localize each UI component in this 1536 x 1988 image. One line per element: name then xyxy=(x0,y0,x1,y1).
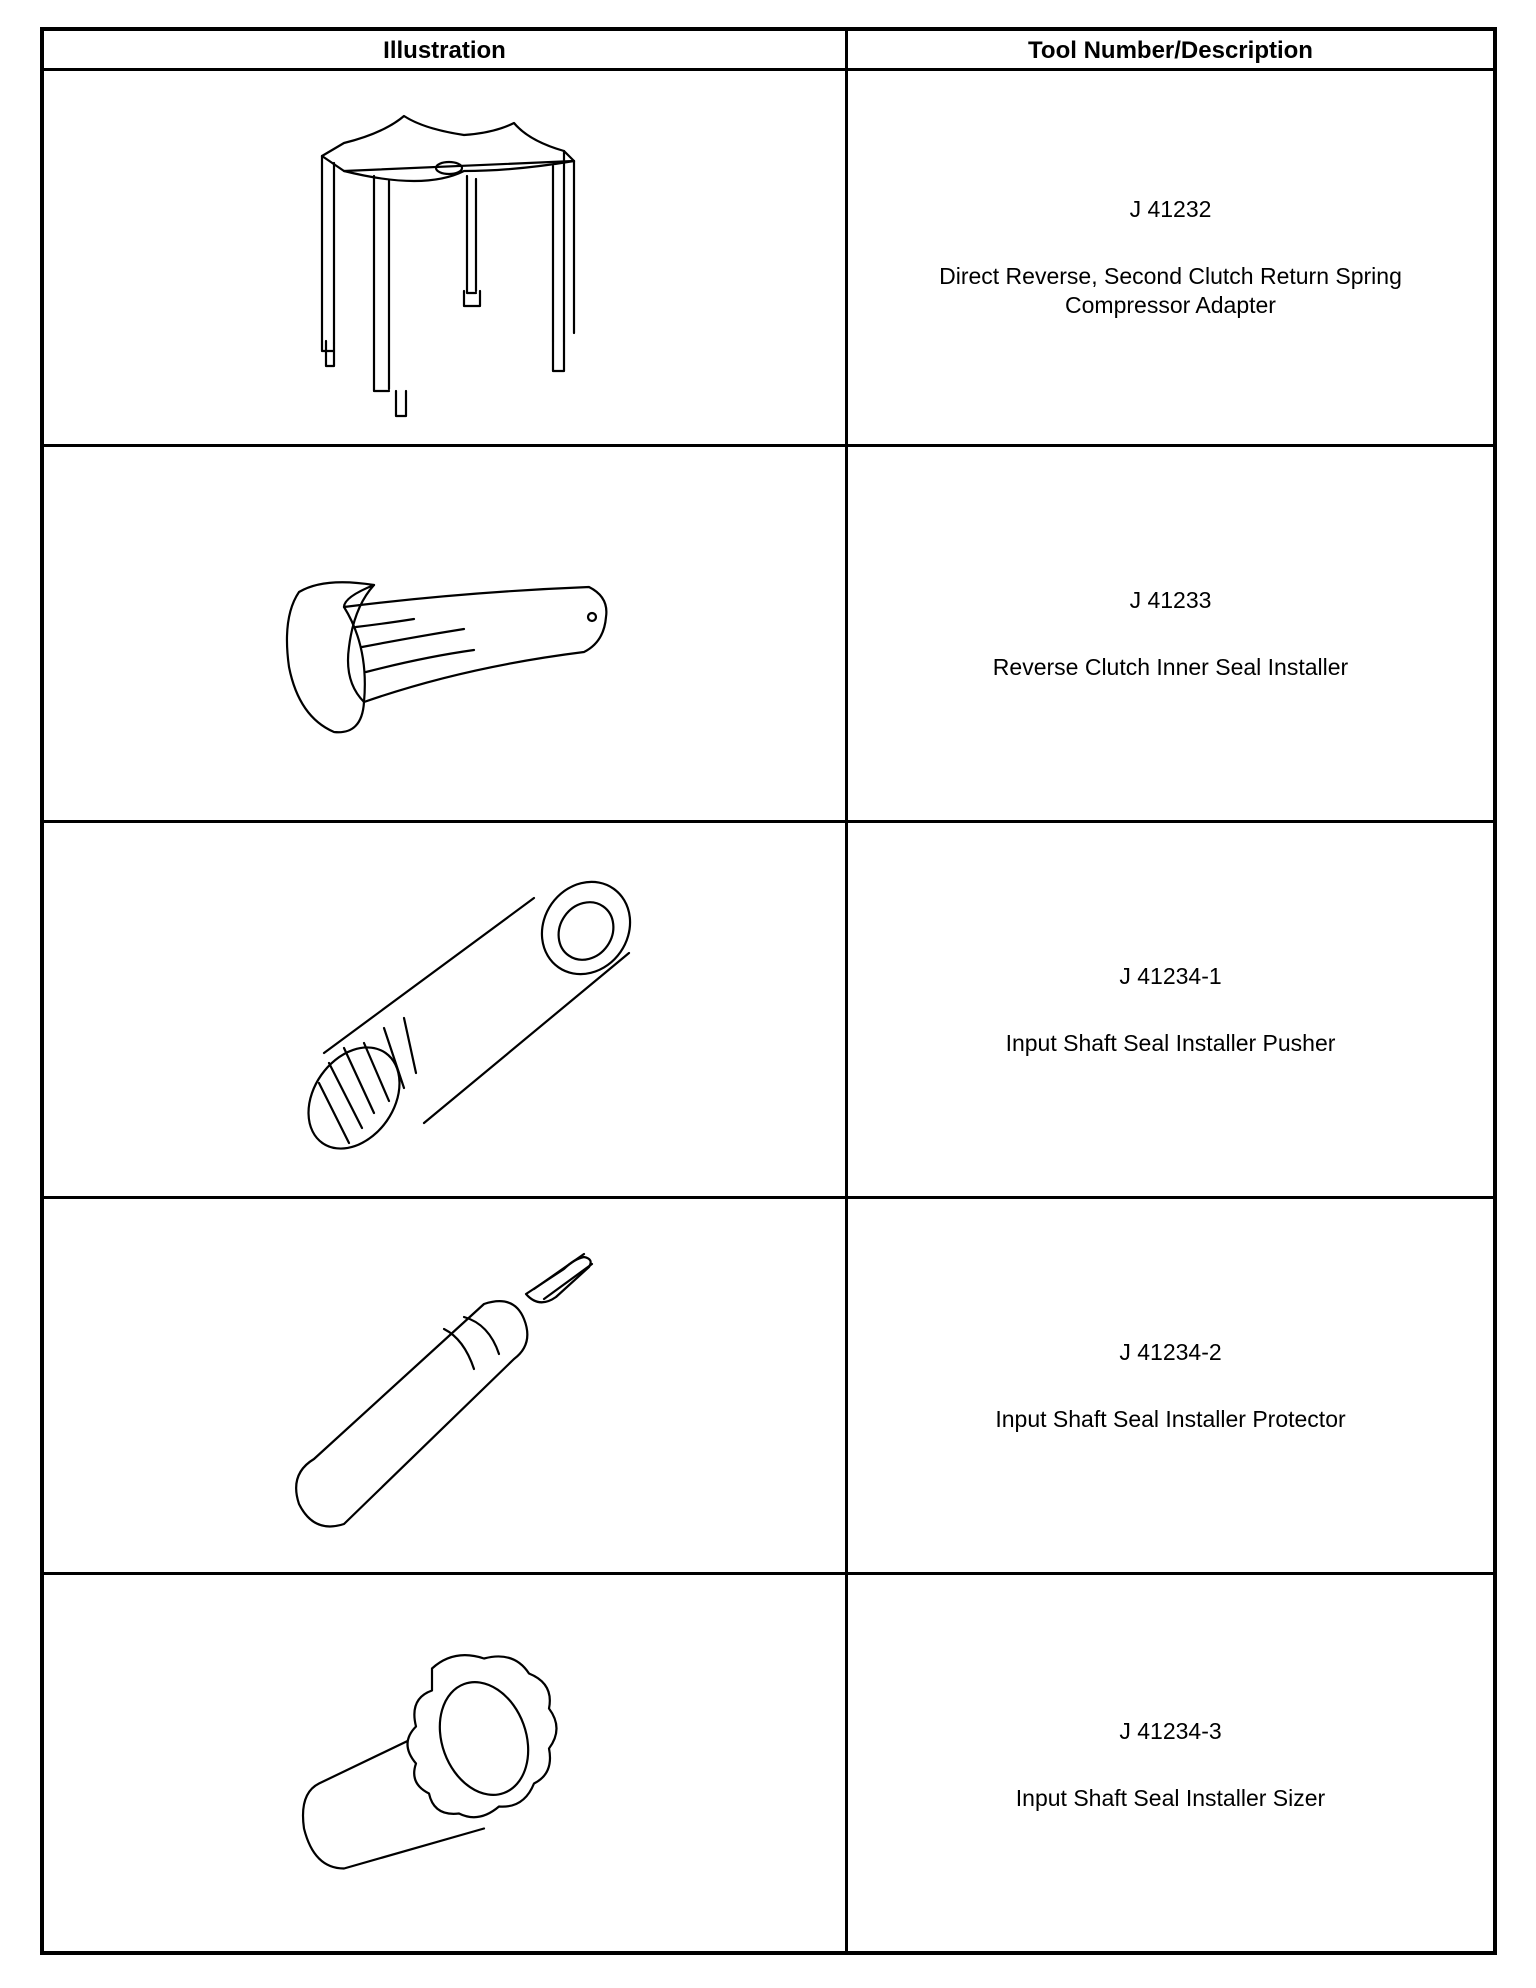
tool-description: Input Shaft Seal Installer Pusher xyxy=(1005,1029,1336,1056)
table-row xyxy=(44,823,1493,1199)
tool-number-header: Tool Number/Description xyxy=(848,31,1493,71)
seal-installer-protector-icon xyxy=(44,1199,845,1572)
illustration-header: Illustration xyxy=(44,31,848,71)
tool-table xyxy=(40,27,1497,1955)
tool-number: J 41233 xyxy=(1129,586,1212,613)
tool-cell xyxy=(848,1199,1493,1572)
table-row xyxy=(44,1199,1493,1575)
tool-description: Input Shaft Seal Installer Protector xyxy=(995,1405,1346,1432)
tool-description: Direct Reverse, Second Clutch Return Spring Compressor Adapter xyxy=(939,263,1402,318)
table-row xyxy=(44,447,1493,823)
illustration-cell xyxy=(44,71,848,444)
illustration-cell xyxy=(44,823,848,1196)
tool-number: J 41234-2 xyxy=(1119,1338,1222,1365)
tool-cell xyxy=(848,1575,1493,1955)
tool-cell xyxy=(848,71,1493,444)
tool-cell xyxy=(848,447,1493,820)
tool-number: J 41234-1 xyxy=(1119,962,1222,989)
table-row xyxy=(44,71,1493,447)
spring-compressor-adapter-icon xyxy=(44,71,845,444)
tool-description: Reverse Clutch Inner Seal Installer xyxy=(992,653,1349,680)
illustration-cell xyxy=(44,447,848,820)
seal-installer-sizer-icon xyxy=(44,1575,845,1955)
tool-description: Input Shaft Seal Installer Sizer xyxy=(1015,1785,1326,1811)
tool-number: J 41234-3 xyxy=(1119,1718,1222,1744)
seal-installer-icon xyxy=(44,447,845,820)
tool-number: J 41232 xyxy=(1129,196,1212,222)
illustration-cell xyxy=(44,1575,848,1955)
table-row xyxy=(44,1575,1493,1955)
illustration-cell xyxy=(44,1199,848,1572)
tool-cell xyxy=(848,823,1493,1196)
seal-installer-pusher-icon xyxy=(44,823,845,1196)
